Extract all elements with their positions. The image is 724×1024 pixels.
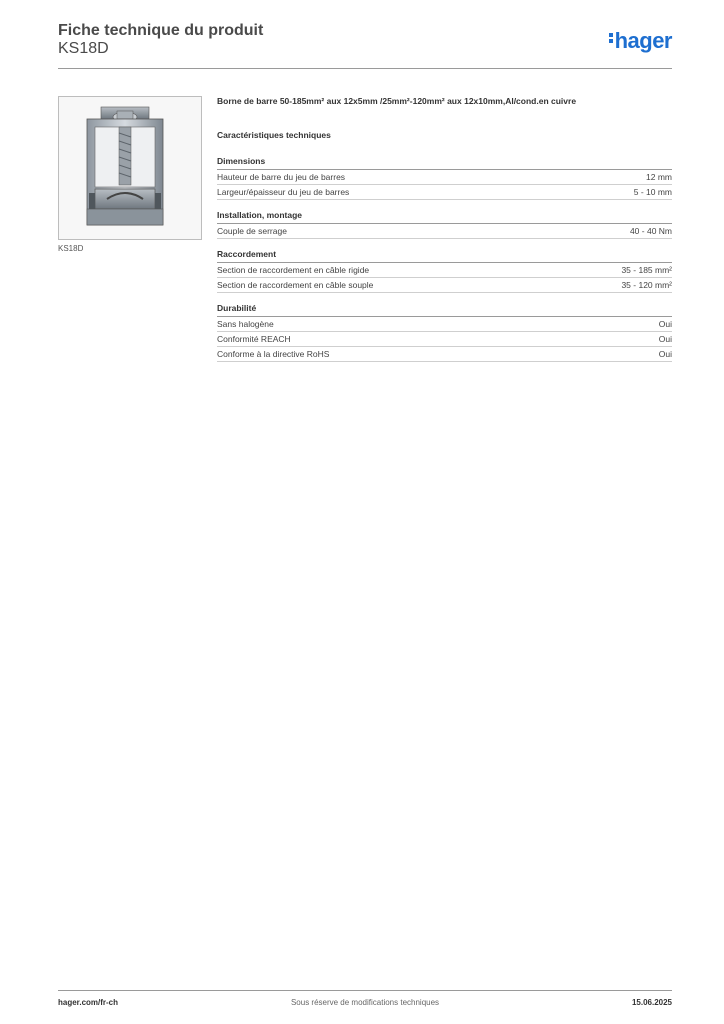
terminal-clamp-icon xyxy=(59,97,201,239)
spec-label: Couple de serrage xyxy=(217,226,287,236)
spec-row xyxy=(217,224,672,239)
spec-value: 35 - 120 mm² xyxy=(621,280,672,290)
spec-value: 40 - 40 Nm xyxy=(629,226,672,236)
footer-website-link[interactable]: hager.com/fr-ch xyxy=(58,998,119,1007)
spec-row xyxy=(217,278,672,293)
spec-group-title: Installation, montage xyxy=(217,210,672,224)
logo-dots-icon xyxy=(609,31,613,45)
spec-value: Oui xyxy=(658,349,672,359)
spec-group-title: Dimensions xyxy=(217,156,672,170)
spec-group-title: Durabilité xyxy=(217,303,672,317)
spec-value: 35 - 185 mm² xyxy=(621,265,672,275)
spec-group-durabilite xyxy=(217,303,672,362)
header-divider xyxy=(58,68,672,69)
spec-row xyxy=(217,317,672,332)
spec-label: Largeur/épaisseur du jeu de barres xyxy=(217,187,350,197)
spec-group-raccordement xyxy=(217,249,672,293)
spec-label: Section de raccordement en câble rigide xyxy=(217,265,370,275)
spec-content xyxy=(217,96,672,372)
spec-row xyxy=(217,263,672,278)
spec-value: 12 mm xyxy=(646,172,672,182)
spec-label: Sans halogène xyxy=(217,319,274,329)
product-description: Borne de barre 50-185mm² aux 12x5mm /25mm²-120mm² aux 12x10mm,Al/cond.en cuivre xyxy=(217,96,577,106)
page-title: Fiche technique du produit xyxy=(58,22,264,39)
spec-label: Section de raccordement en câble souple xyxy=(217,280,374,290)
spec-group-title: Raccordement xyxy=(217,249,672,263)
product-reference: KS18D xyxy=(58,40,109,57)
footer-divider xyxy=(58,990,672,991)
product-image-caption: KS18D xyxy=(58,244,84,253)
spec-label: Conforme à la directive RoHS xyxy=(217,349,330,359)
spec-heading: Caractéristiques techniques xyxy=(217,130,331,140)
footer-disclaimer: Sous réserve de modifications techniques xyxy=(290,998,440,1007)
spec-value: Oui xyxy=(658,319,672,329)
spec-label: Hauteur de barre du jeu de barres xyxy=(217,172,346,182)
page-header xyxy=(58,22,672,70)
spec-row xyxy=(217,170,672,185)
footer-date: 15.06.2025 xyxy=(631,998,672,1007)
spec-value: Oui xyxy=(658,334,672,344)
product-image xyxy=(58,96,202,240)
logo-text: hager xyxy=(614,28,672,53)
spec-label: Conformité REACH xyxy=(217,334,291,344)
spec-row xyxy=(217,332,672,347)
spec-row xyxy=(217,185,672,200)
spec-row xyxy=(217,347,672,362)
hager-logo xyxy=(609,28,672,54)
spec-group-dimensions xyxy=(217,156,672,200)
spec-group-installation xyxy=(217,210,672,239)
spec-value: 5 - 10 mm xyxy=(633,187,672,197)
